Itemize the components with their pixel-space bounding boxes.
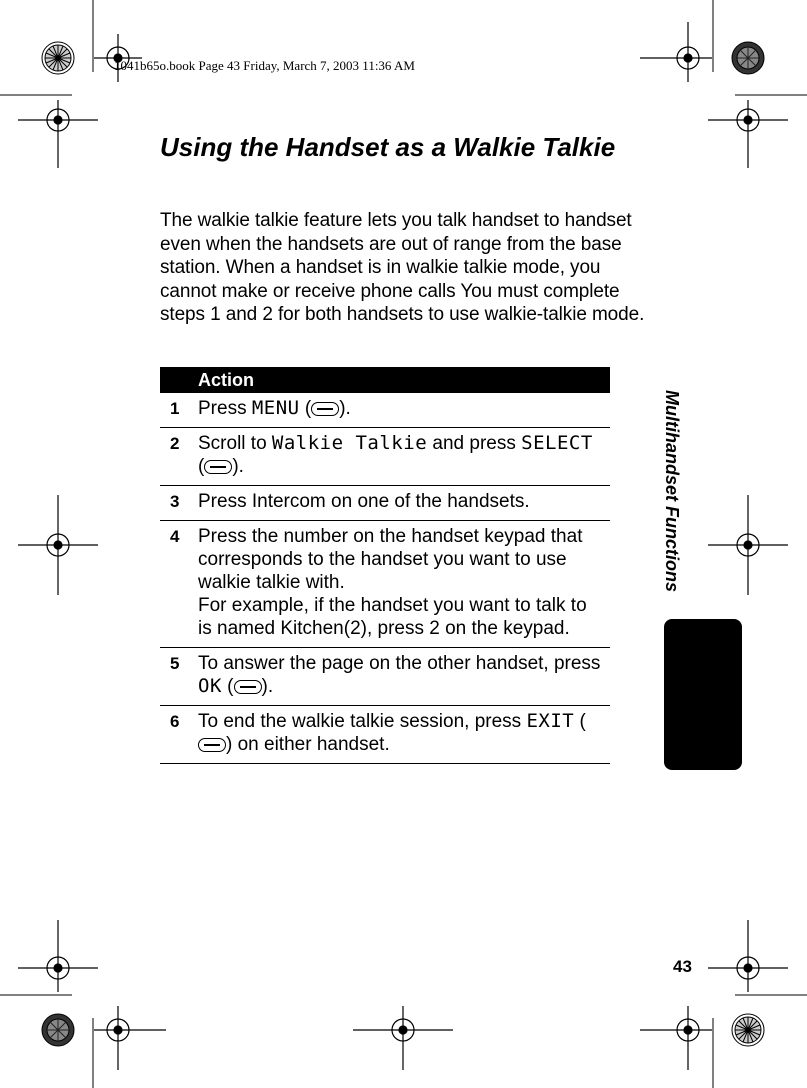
chapter-tab [664,619,742,770]
lcd-ok-label: OK [198,675,222,697]
step-number: 1 [160,393,198,428]
step-number: 6 [160,706,198,764]
action-table [160,367,610,764]
table-row [160,428,610,486]
table-row [160,706,610,764]
lcd-exit-label: EXIT [526,710,575,732]
step-text: Press Intercom on one of the handsets. [198,486,610,521]
table-row [160,486,610,521]
step-number: 3 [160,486,198,521]
softkey-icon [198,738,226,752]
softkey-icon [311,402,339,416]
chapter-side-label: Multihandset Functions [662,390,682,592]
step-text: To end the walkie talkie session, press EXIT () on either handset. [198,706,610,764]
print-header: 1041b65o.book Page 43 Friday, March 7, 2003 11:36 AM [114,58,415,73]
step-text: To answer the page on the other handset, press OK ( ). [198,648,610,706]
softkey-icon [234,680,262,694]
lcd-menu-label: MENU [251,397,300,419]
page-number: 43 [673,957,692,976]
intro-paragraph: The walkie talkie feature lets you talk handset to handset even when the handsets are out of range from the base station. When a handset is in walkie talkie mode, you cannot make or receive phone calls You must complete steps 1 and 2 for both handsets to use walkie-talkie mode. [160,210,645,325]
step-number: 4 [160,521,198,648]
step-text: Press MENU ( ). [198,393,610,428]
lcd-select-label: SELECT [521,432,593,454]
table-row [160,648,610,706]
step-number: 5 [160,648,198,706]
lcd-walkie-talkie-label: Walkie Talkie [271,432,428,454]
step-number: 2 [160,428,198,486]
table-row [160,521,610,648]
page-title: Using the Handset as a Walkie Talkie [160,132,616,162]
softkey-icon [204,460,232,474]
step-text: Press the number on the handset keypad that corresponds to the handset you want to use walkie talkie with. For example, if the handset you want to talk to is named Kitchen(2), press 2 on the keypad. [198,521,610,648]
table-row [160,393,610,428]
action-header: Action [198,367,610,393]
step-text: Scroll to Walkie Talkie and press SELECT ( ). [198,428,610,486]
table-header-row [160,367,610,393]
